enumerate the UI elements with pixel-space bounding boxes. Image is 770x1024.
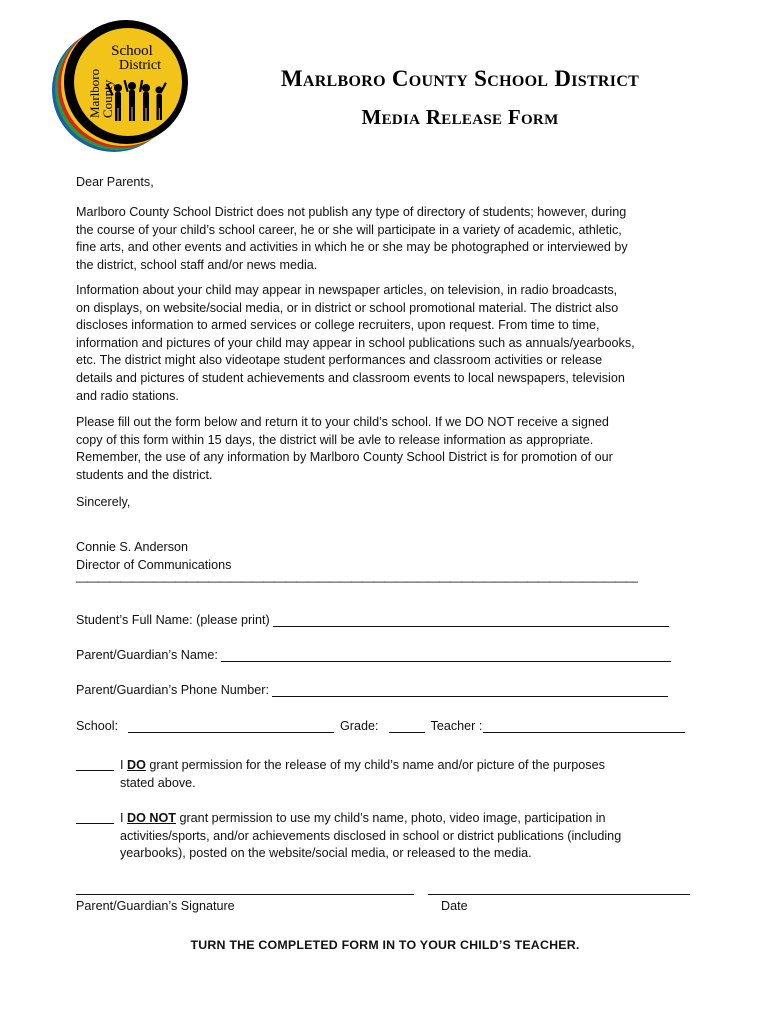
school-grade-teacher-row xyxy=(76,718,685,733)
paragraph-1-line: the district, school staff and/or news media. xyxy=(76,257,318,272)
permission-do-not-checkbox[interactable] xyxy=(76,810,114,824)
guardian-name-label: Parent/Guardian’s Name: xyxy=(76,648,218,662)
paragraph-1-line: fine arts, and other events and activities in which he or she may be photographed or interviewed by xyxy=(76,240,628,255)
signature-label: Parent/Guardian’s Signature xyxy=(76,899,235,913)
permission-do-option xyxy=(76,757,700,797)
permission-do-checkbox[interactable] xyxy=(76,757,114,771)
district-title: Marlboro County School District xyxy=(280,66,640,91)
teacher-field[interactable] xyxy=(483,718,685,733)
paragraph-2-line: Information about your child may appear in newspaper articles, on television, in radio broadcasts, xyxy=(76,283,618,297)
permission-do-line1: grant permission for the release of my child’s name and/or picture of the purposes xyxy=(145,758,605,772)
logo-text-district: District xyxy=(119,58,161,73)
paragraph-2-line: discloses information to armed services or college recruiters, upon request. From time to time, xyxy=(76,318,600,333)
permission-do-not-prefix: I xyxy=(120,811,127,825)
logo-text-county: County xyxy=(100,79,115,118)
paragraph-1-line: Marlboro County School District does not publish any type of directory of students; however, during xyxy=(76,205,627,219)
grade-label: Grade: xyxy=(340,719,379,733)
grade-field[interactable] xyxy=(389,718,425,733)
guardian-phone-label: Parent/Guardian’s Phone Number: xyxy=(76,683,269,697)
signer-name: Connie S. Anderson xyxy=(76,540,189,554)
signature-field[interactable] xyxy=(76,894,414,895)
logo-text-school: School xyxy=(111,43,153,59)
return-instruction: TURN THE COMPLETED FORM IN TO YOUR CHILD’S TEACHER. xyxy=(190,938,580,952)
paragraph-3-line: copy of this form within 15 days, the district will be avle to release information as appropriate. xyxy=(76,432,594,447)
paragraph-2-line: information and pictures of your child may appear in school publications such as annuals/yearbooks, xyxy=(76,335,635,350)
section-divider: ——————————————————————————————————————————————————— xyxy=(76,574,637,588)
permission-do-not-line3: yearbooks), posted on the website/social media, or released to the media. xyxy=(120,846,532,861)
date-label: Date xyxy=(441,899,468,913)
permission-do-prefix: I xyxy=(120,758,127,772)
permission-do-not-option xyxy=(76,810,700,868)
permission-do-not-line2: activities/sports, and/or achievements disclosed in school or district publications (including xyxy=(120,828,622,843)
paragraph-2-line: and radio stations. xyxy=(76,388,179,403)
school-field[interactable] xyxy=(128,718,334,733)
paragraph-3 xyxy=(76,414,698,484)
student-name-row xyxy=(76,612,669,627)
student-name-label: Student’s Full Name: (please print) xyxy=(76,613,270,627)
signer-title: Director of Communications xyxy=(76,558,232,572)
paragraph-2-line: details and pictures of student achievements and classroom events to local newspapers, television xyxy=(76,370,625,385)
permission-do-statement xyxy=(120,757,700,792)
paragraph-2-line: on displays, on website/social media, or in district or school promotional material. The district also xyxy=(76,300,619,315)
paragraph-1 xyxy=(76,204,698,274)
date-field[interactable] xyxy=(428,894,690,895)
form-title: Media Release Form xyxy=(361,105,559,129)
guardian-phone-field[interactable] xyxy=(272,682,668,697)
guardian-name-field[interactable] xyxy=(221,647,671,662)
logo-text-marlboro: Marlboro xyxy=(87,68,102,118)
paragraph-1-line: the course of your child’s school career, he or she will participate in a variety of academic, athletic, xyxy=(76,222,622,237)
paragraph-3-line: Please fill out the form below and return it to your child’s school. If we DO NOT receive a signed xyxy=(76,415,609,429)
paragraph-2 xyxy=(76,282,698,405)
student-name-field[interactable] xyxy=(273,612,669,627)
permission-do-not-line1: grant permission to use my child’s name, photo, video image, participation in xyxy=(175,811,606,825)
closing: Sincerely, xyxy=(76,495,131,509)
paragraph-3-line: Remember, the use of any information by Marlboro County School District is for promotion of our xyxy=(76,450,613,465)
guardian-name-row xyxy=(76,647,671,662)
paragraph-2-line: etc. The district might also videotape student performances and classroom activities or release xyxy=(76,353,603,368)
paragraph-3-line: students and the district. xyxy=(76,467,213,482)
guardian-phone-row xyxy=(76,682,668,697)
permission-do-line2: stated above. xyxy=(120,775,196,790)
salutation: Dear Parents, xyxy=(76,175,154,189)
permission-do-not-statement xyxy=(120,810,700,863)
teacher-label: Teacher : xyxy=(430,719,483,733)
district-logo xyxy=(52,18,190,156)
school-label: School: xyxy=(76,719,119,733)
permission-do-not-emphasis: DO NOT xyxy=(127,811,176,825)
permission-do-emphasis: DO xyxy=(127,758,146,772)
